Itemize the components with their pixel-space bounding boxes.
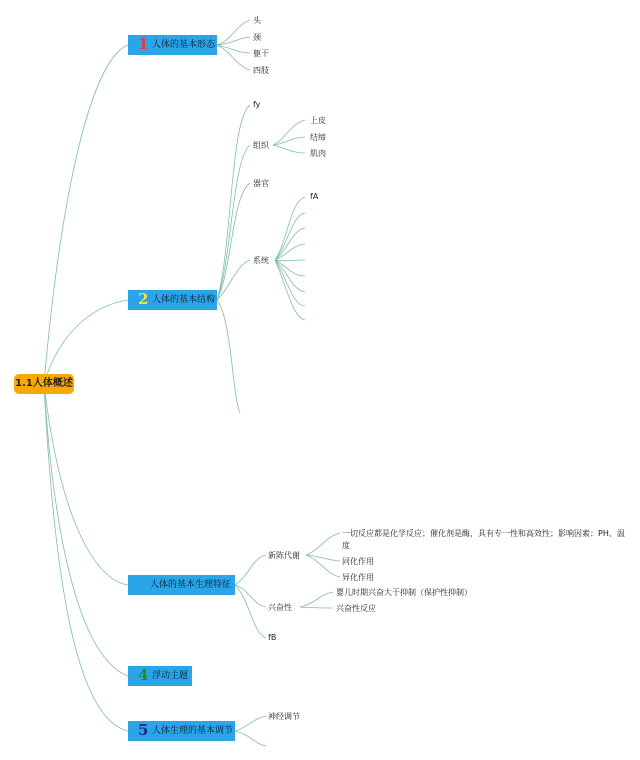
topic-label: 浮动主题 [152, 671, 189, 681]
subtopic-excitability[interactable]: 兴奋性 [268, 603, 292, 612]
topic-number-5: 5 [138, 721, 149, 739]
topic-physiological-features[interactable] [128, 575, 235, 595]
subtopic-connective[interactable]: 结缔 [310, 133, 326, 142]
subtopic-excitability-response[interactable]: 兴奋性反应 [336, 604, 376, 613]
topic-basic-regulation[interactable] [128, 721, 235, 741]
topic-label: 人体生理的基本调节 [152, 726, 234, 736]
link-root-topic5 [44, 384, 128, 731]
subtopic-metabolism[interactable]: 新陈代谢 [268, 551, 300, 560]
subtopic-trunk[interactable]: 躯干 [253, 49, 269, 58]
topic-number-2: 2 [138, 290, 149, 308]
subtopic-neural-regulation[interactable]: 神经调节 [268, 712, 300, 721]
root-topic[interactable]: 1.1人体概述 [14, 374, 74, 394]
link-root-topic3 [44, 384, 128, 585]
subtopic-fb[interactable]: fB [268, 633, 277, 642]
subtopic-limbs[interactable]: 四肢 [253, 66, 269, 75]
subtopic-system[interactable]: 系统 [253, 256, 269, 265]
topic-number-4: 4 [138, 666, 149, 684]
topic-label: 人体的基本形态 [152, 40, 216, 50]
subtopic-head[interactable]: 头 [253, 16, 261, 25]
link-root-topic1 [44, 45, 128, 384]
topic-number-1: 1 [138, 35, 149, 53]
subtopic-fy[interactable]: fy [253, 100, 261, 109]
subtopic-muscle[interactable]: 肌肉 [310, 149, 326, 158]
subtopic-enzyme-note-cont: 度 [342, 541, 350, 550]
subtopic-fa[interactable]: fA [310, 192, 319, 201]
topic-floating[interactable] [128, 666, 192, 686]
subtopic-organ[interactable]: 器官 [253, 179, 269, 188]
topic-basic-structure[interactable] [128, 290, 217, 310]
link-root-topic2 [44, 300, 128, 384]
topic-label: 人体的基本结构 [152, 295, 216, 305]
subtopic-epithelium[interactable]: 上皮 [310, 116, 326, 125]
link-root-topic4 [44, 384, 128, 676]
topic-label: 人体的基本生理特征 [150, 580, 232, 590]
subtopic-infant-inhibition[interactable]: 婴儿时期兴奋大于抑制（保护性抑制） [336, 588, 472, 597]
subtopic-enzyme-note[interactable]: 一切反应都是化学反应；催化剂是酶，具有专一性和高效性；影响因素：PH、温 [342, 529, 625, 538]
subtopic-catabolism[interactable]: 异化作用 [342, 573, 374, 582]
subtopic-neck[interactable]: 颈 [253, 33, 261, 42]
topic-basic-form[interactable] [128, 35, 217, 55]
subtopic-tissue[interactable]: 组织 [253, 141, 269, 150]
subtopic-anabolism[interactable]: 同化作用 [342, 557, 374, 566]
